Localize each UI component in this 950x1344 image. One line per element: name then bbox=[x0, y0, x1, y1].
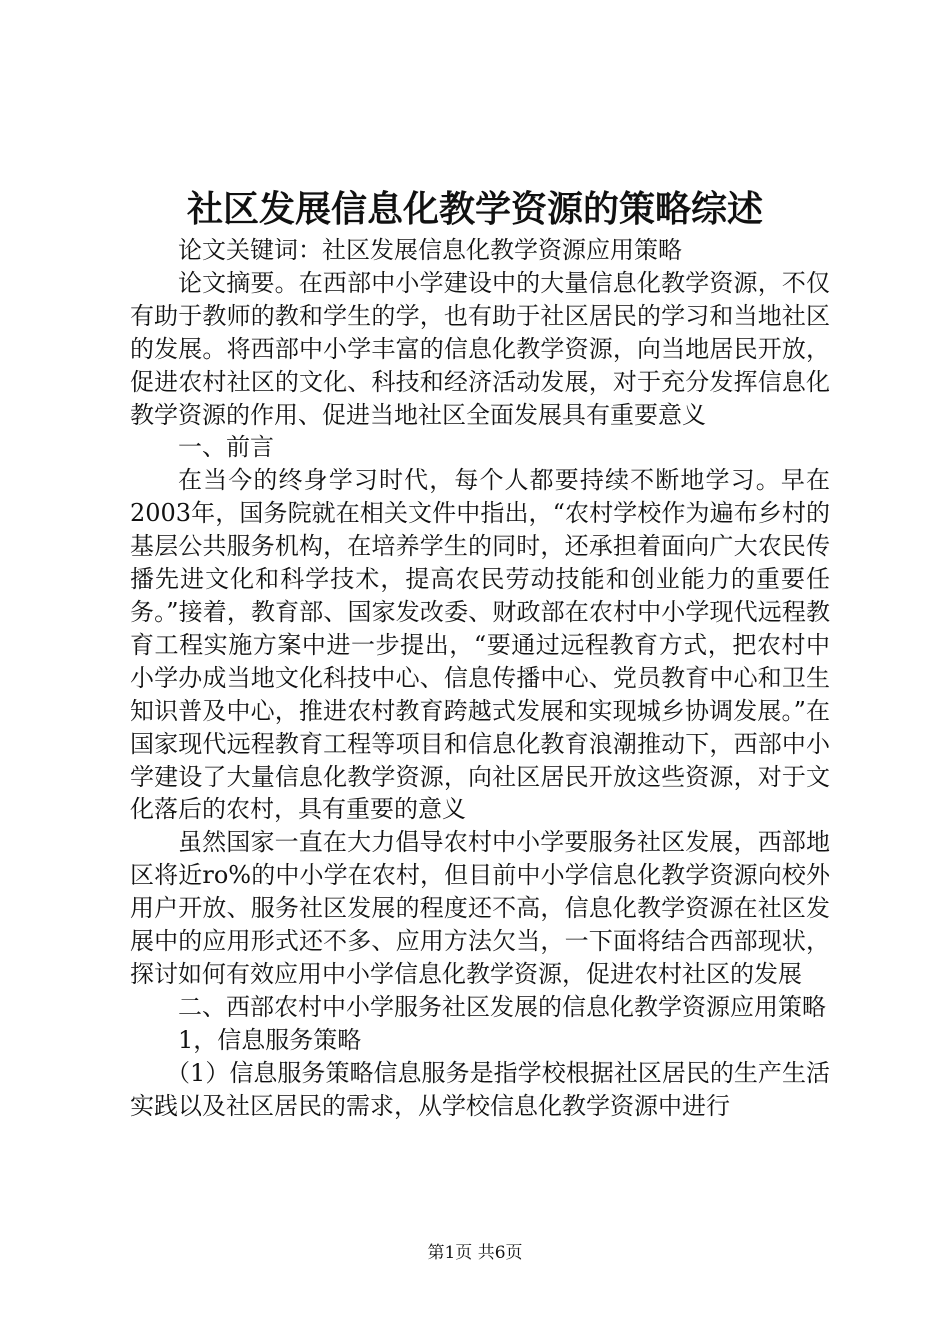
page-footer: 第1页 共6页 bbox=[427, 1243, 523, 1263]
body-paragraph: 虽然国家一直在大力倡导农村中小学要服务社区发展，西部地区将近ro%的中小学在农村，但目前中小学信息化教学资源向校外用户开放、服务社区发展的程度还不高，信息化教学资源在社区发展中的应用形式还不多、应用方法欠当，一下面将结合西部现状，探讨如何有效应用中小学信息化教学资源，促进农村社区的发展 bbox=[130, 828, 830, 988]
section-heading-strategies: 二、西部农村中小学服务社区发展的信息化教学资源应用策略 bbox=[178, 992, 826, 1021]
document-title: 社区发展信息化教学资源的策略综述 bbox=[186, 188, 763, 230]
abstract-paragraph: 论文摘要。在西部中小学建设中的大量信息化教学资源，不仅有助于教师的教和学生的学，也有助于社区居民的学习和当地社区的发展。将西部中小学丰富的信息化教学资源，向当地居民开放，促进农村社区的文化、科技和经济活动发展，对于充分发挥信息化教学资源的作用、促进当地社区全面发展具有重要意义 bbox=[130, 268, 830, 429]
body-paragraph: （1）信息服务策略信息服务是指学校根据社区居民的生产生活实践以及社区居民的需求，从学校信息化教学资源中进行 bbox=[130, 1058, 830, 1120]
keywords-paragraph: 论文关键词：社区发展信息化教学资源应用策略 bbox=[178, 236, 682, 264]
section-heading-introduction: 一、前言 bbox=[178, 433, 274, 462]
subsection-heading-information-service: 1，信息服务策略 bbox=[178, 1025, 362, 1054]
document-body bbox=[130, 234, 830, 1122]
body-paragraph: 在当今的终身学习时代，每个人都要持续不断地学习。早在2003年，国务院就在相关文件中指出，“农村学校作为遍布乡村的基层公共服务机构，在培养学生的同时，还承担着面向广大农民传播先进文化和科学技术，提高农民劳动技能和创业能力的重要任务。”接着，教育部、国家发改委、财政部在农村中小学现代远程教育工程实施方案中进一步提出，“要通过远程教育方式，把农村中小学办成当地文化科技中心、信息传播中心、党员教育中心和卫生知识普及中心，推进农村教育跨越式发展和实现城乡协调发展。”在国家现代远程教育工程等项目和信息化教育浪潮推动下，西部中小学建设了大量信息化教学资源，向社区居民开放这些资源，对于文化落后的农村，具有重要的意义 bbox=[130, 466, 830, 824]
